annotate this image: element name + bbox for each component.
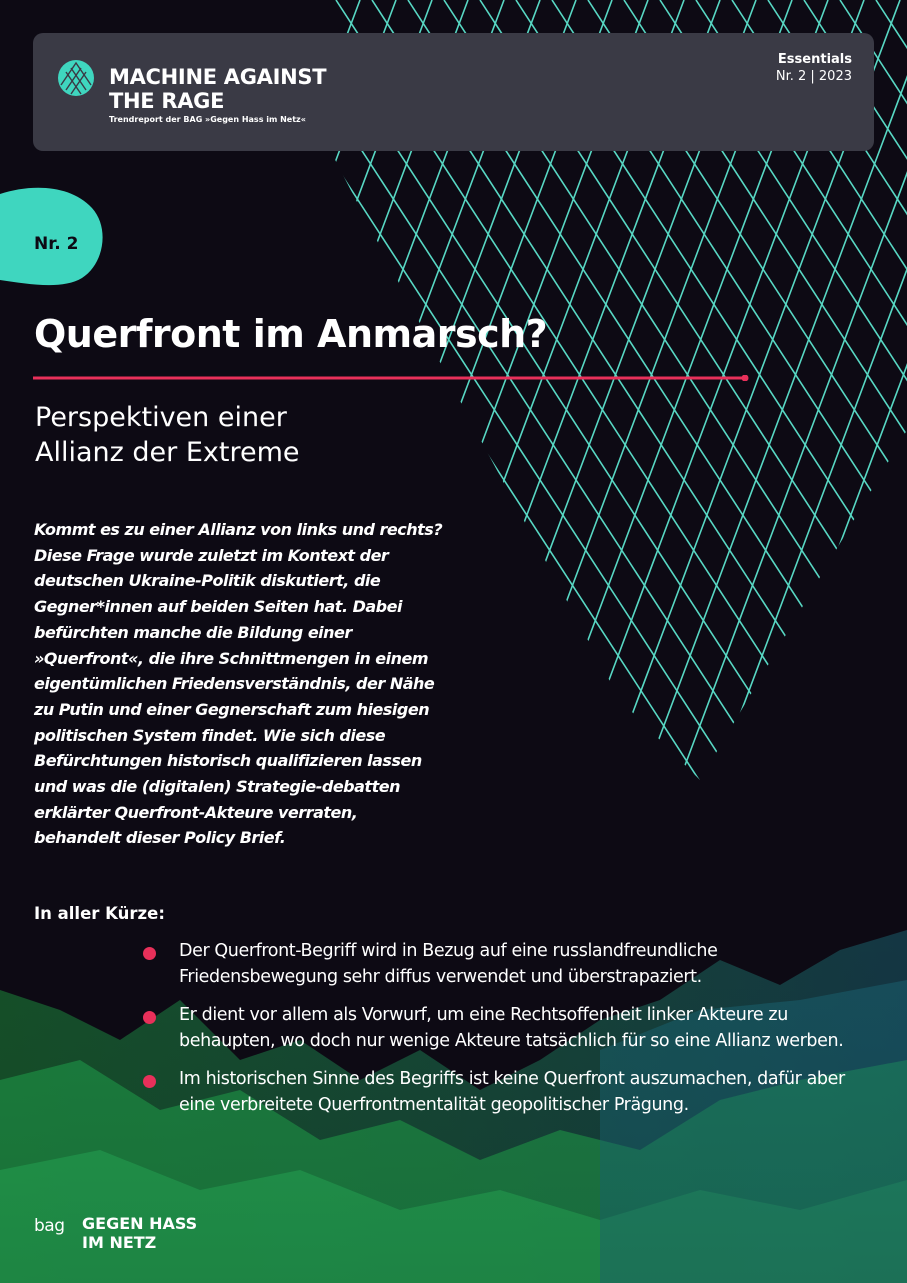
list-item-text: Der Querfront-Begriff wird in Bezug auf eine russlandfreundliche Friedensbewegung sehr diffus verwendet und überstrapaziert. <box>179 941 718 987</box>
brand-title-line1: MACHINE AGAINST <box>109 65 327 89</box>
title-underline <box>33 375 749 381</box>
brand-subtitle: Trendreport der BAG »Gegen Hass im Netz« <box>109 115 306 124</box>
grid-line <box>0 0 28 800</box>
subtitle-line2: Allianz der Extreme <box>35 437 300 468</box>
intro-paragraph: Kommt es zu einer Allianz von links und rechts? Diese Frage wurde zuletzt im Kontext der deutschen Ukraine-Politik diskutiert, die Gegner*innen auf beiden Seiten hat. Dabei befürchten manche die Bildung einer »Querfront«, die ihre Schnittmengen in einem eigentümlichen Friedensverständnis, der Nähe zu Putin und einer Gegnerschaft zum hiesigen politischen System findet. Wie sich diese Befürchtungen historisch qualifizieren lassen und was die (digitalen) Strategie-debatten erklärter Querfront-Akteure verraten, behandelt dieser Policy Brief. <box>34 520 443 848</box>
brand-title-line2: THE RAGE <box>109 89 225 113</box>
org-name-line2: IM NETZ <box>82 1233 157 1252</box>
series-label: Essentials <box>777 52 852 67</box>
list-item <box>140 938 870 990</box>
summary-list <box>140 938 870 1130</box>
page-title: Querfront im Anmarsch? <box>34 312 548 356</box>
subtitle-line1: Perspektiven einer <box>35 402 287 433</box>
series-info <box>776 51 852 85</box>
header-card <box>33 33 874 151</box>
org-name-line1: GEGEN HASS <box>82 1214 198 1233</box>
list-item-text: Im historischen Sinne des Begriffs ist keine Querfront auszumachen, dafür aber eine verbreitete Querfrontmentalität geopolitischer Prägung. <box>179 1069 845 1115</box>
page-subtitle <box>35 400 435 470</box>
org-name <box>82 1214 197 1252</box>
machine-against-the-rage-logo-icon <box>57 59 95 97</box>
bag-mark: bag <box>34 1216 65 1236</box>
issue-number: Nr. 2 | 2023 <box>775 69 852 84</box>
summary-heading: In aller Kürze: <box>34 904 165 923</box>
list-item <box>140 1066 870 1118</box>
list-item-text: Er dient vor allem als Vorwurf, um eine Rechtsoffenheit linker Akteure zu behaupten, wo doch nur wenige Akteure tatsächlich für so eine Allianz werben. <box>179 1005 844 1051</box>
brand-title <box>109 65 369 113</box>
grid-line <box>0 0 36 800</box>
bullet-dot-icon <box>143 1075 156 1088</box>
list-item <box>140 1002 870 1054</box>
issue-badge-label: Nr. 2 <box>34 234 79 254</box>
bullet-dot-icon <box>143 1011 156 1024</box>
bullet-dot-icon <box>143 947 156 960</box>
